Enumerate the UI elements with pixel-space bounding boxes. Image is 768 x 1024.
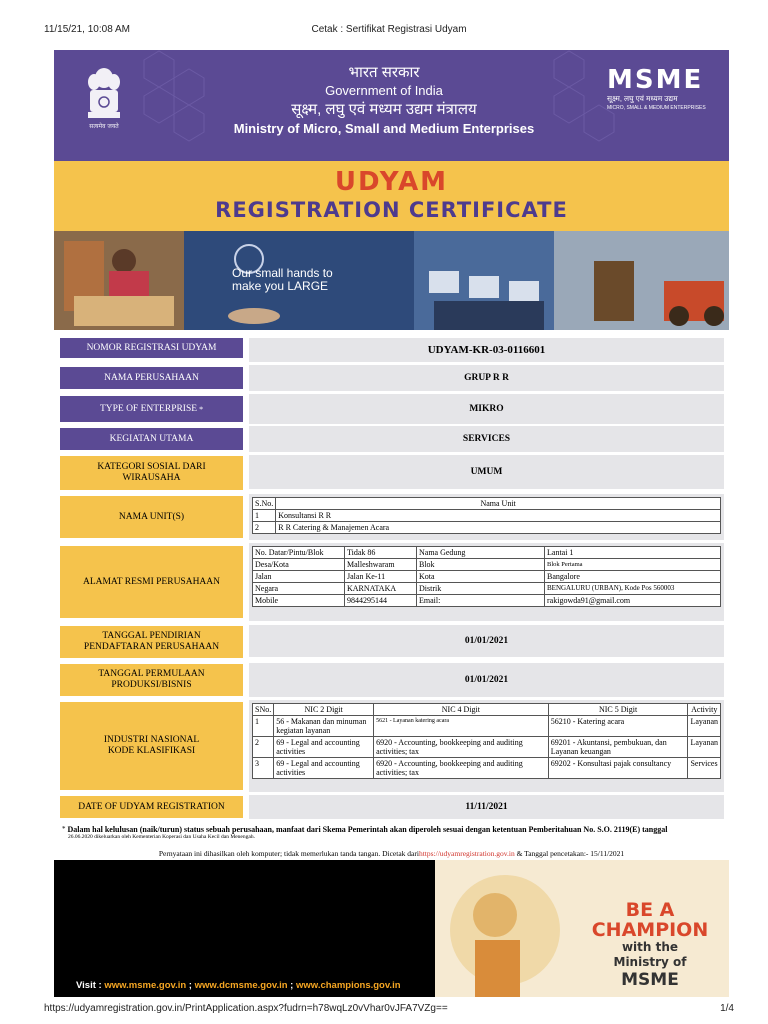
emblem-motto: सत्यमेव जयते xyxy=(89,123,119,130)
footnote-small: 26.06.2020 dikeluarkan oleh Kementerian Koperasi dan Usaha Kecil dan Menengah. xyxy=(68,834,255,840)
unit-names-table-container xyxy=(249,494,724,540)
dcmsme-site-link[interactable]: www.dcmsme.gov.in xyxy=(194,980,288,991)
table-cell: Nama Gedung xyxy=(417,547,545,559)
champion-banner xyxy=(435,860,729,997)
label-production-date-line-1: TANGGAL PERMULAAN xyxy=(98,669,205,679)
table-cell: Layanan xyxy=(688,737,721,758)
footnote xyxy=(62,825,730,841)
label-social-category xyxy=(60,456,243,490)
label-nic-code-line-2: KODE KLASIFIKASI xyxy=(107,746,196,756)
table-header-cell: Nama Unit xyxy=(276,498,721,510)
label-incorporation-date xyxy=(60,626,243,658)
ministry-name: Ministry of Micro, Small and Medium Enterprises xyxy=(233,121,535,136)
value-udyam-registration-date: 11/11/2021 xyxy=(249,795,724,819)
table-cell: Desa/Kota xyxy=(253,559,345,571)
footnote-main xyxy=(62,825,730,834)
government-text xyxy=(214,64,554,138)
msme-logo-word: MSME xyxy=(607,65,704,95)
champion-be-a: BE A xyxy=(625,899,675,921)
label-udyam-registration-date: DATE OF UDYAM REGISTRATION xyxy=(60,796,243,818)
table-header-cell: NIC 2 Digit xyxy=(274,704,374,716)
label-unit-names: NAMA UNIT(S) xyxy=(60,496,243,538)
label-social-category-line-2: WIRAUSAHA xyxy=(122,473,181,483)
table-cell: 56 - Makanan dan minuman kegiatan layanan xyxy=(274,716,374,737)
table-cell: 69201 - Akuntansi, pembukuan, dan Layanan keuangan xyxy=(548,737,688,758)
label-incorporation-date-line-1: TANGGAL PENDIRIAN xyxy=(102,631,201,641)
table-cell: Kota xyxy=(417,571,545,583)
table-cell: 69 - Legal and accounting activities xyxy=(274,737,374,758)
table-cell: Malleshwaram xyxy=(345,559,417,571)
label-nic-code-line-1: INDUSTRI NASIONAL xyxy=(103,735,200,745)
table-cell: rakigowda91@gmail.com xyxy=(545,595,721,607)
tagline xyxy=(232,267,333,293)
table-cell: Konsultansi R R xyxy=(276,510,721,522)
table-row xyxy=(253,595,721,607)
table-row xyxy=(253,758,721,779)
champion-msme: MSME xyxy=(621,970,679,990)
print-header xyxy=(44,24,734,38)
table-cell: KARNATAKA xyxy=(345,583,417,595)
visit-separator: ; xyxy=(186,980,195,991)
table-cell: R R Catering & Manajemen Acara xyxy=(276,522,721,534)
udyam-title: UDYAM xyxy=(334,167,449,197)
champion-text xyxy=(585,900,715,990)
value-incorporation-date: 01/01/2021 xyxy=(249,625,724,657)
address-table xyxy=(252,546,721,607)
table-row xyxy=(253,522,721,534)
table-cell: No. Datar/Pintu/Blok xyxy=(253,547,345,559)
label-incorporation-date-line-2: PENDAFTARAN PERUSAHAAN xyxy=(83,642,220,652)
table-cell: Mobile xyxy=(253,595,345,607)
table-cell: Blok xyxy=(417,559,545,571)
table-header-row xyxy=(253,704,721,716)
table-row xyxy=(253,510,721,522)
label-enterprise-type xyxy=(60,396,243,422)
government-of-india: Government of India xyxy=(325,83,443,98)
value-registration-number: UDYAM-KR-03-0116601 xyxy=(249,338,724,362)
unit-names-table xyxy=(252,497,721,534)
table-row xyxy=(253,571,721,583)
table-row xyxy=(253,716,721,737)
table-cell: 69202 - Konsultasi pajak consultancy xyxy=(548,758,688,779)
label-social-category-line-1: KATEGORI SOSIAL DARI xyxy=(97,462,206,472)
computer-note-suffix: & Tanggal pencetakan:- 15/11/2021 xyxy=(514,849,625,858)
table-cell: Distrik xyxy=(417,583,545,595)
table-cell: 69 - Legal and accounting activities xyxy=(274,758,374,779)
print-url: https://udyamregistration.gov.in/PrintApplication.aspx?fudrn=h78wqLz0vVhar0vJFA7VZg== xyxy=(44,1003,448,1014)
table-cell: 5621 - Layanan katering acara xyxy=(374,716,549,737)
value-production-date: 01/01/2021 xyxy=(249,663,724,697)
msme-site-link[interactable]: www.msme.gov.in xyxy=(104,980,187,991)
champion-word: CHAMPION xyxy=(591,919,709,941)
table-row xyxy=(253,547,721,559)
value-main-activity: SERVICES xyxy=(249,426,724,452)
table-cell: 1 xyxy=(253,510,276,522)
table-cell: Jalan xyxy=(253,571,345,583)
label-production-date-line-2: PRODUKSI/BISNIS xyxy=(111,680,192,690)
registration-certificate-title: REGISTRATION CERTIFICATE xyxy=(215,198,568,222)
table-cell: 2 xyxy=(253,522,276,534)
address-table-container xyxy=(249,543,724,621)
udyam-portal-link[interactable]: https://udyamregistration.gov.in xyxy=(418,849,515,858)
table-cell: Jalan Ke-11 xyxy=(345,571,417,583)
page-number: 1/4 xyxy=(720,1003,734,1014)
tagline-line-2: make you LARGE xyxy=(232,279,329,293)
certificate-title-band xyxy=(54,161,729,231)
table-row xyxy=(253,559,721,571)
table-cell: 6920 - Accounting, bookkeeping and auditing activities; tax xyxy=(374,758,549,779)
label-production-date xyxy=(60,664,243,696)
table-header-cell: NIC 5 Digit xyxy=(548,704,688,716)
table-cell: Tidak 86 xyxy=(345,547,417,559)
visit-links xyxy=(54,975,435,997)
champion-with-the: with the xyxy=(621,940,679,954)
table-cell: BENGALURU (URBAN), Kode Pos 560003 xyxy=(545,583,721,595)
table-cell: 2 xyxy=(253,737,274,758)
table-cell: Blok Pertama xyxy=(545,559,721,571)
table-cell: Services xyxy=(688,758,721,779)
label-registration-number: NOMOR REGISTRASI UDYAM xyxy=(60,338,243,358)
computer-generated-note xyxy=(54,849,729,858)
collage-illustration xyxy=(54,231,729,330)
nic-code-table xyxy=(252,703,721,779)
champions-site-link[interactable]: www.champions.gov.in xyxy=(296,980,401,991)
footnote-text: Dalam hal kelulusan (naik/turun) status sebuah perusahaan, manfaat dari Skema Pemerintah akan diperoleh sesuai dengan ketentuan Pemberitahuan No. S.O. 2119(E) tanggal xyxy=(67,825,668,834)
msme-logo-hindi: सूक्ष्म, लघु एवं मध्यम उद्यम xyxy=(607,94,678,103)
table-cell: 56210 - Katering acara xyxy=(548,716,688,737)
label-main-activity: KEGIATAN UTAMA xyxy=(60,428,243,450)
hindi-ministry: सूक्ष्म, लघु एवं मध्यम उद्यम मंत्रालय xyxy=(291,101,477,118)
visit-separator: ; xyxy=(287,980,296,991)
print-footer xyxy=(44,1003,734,1017)
government-banner xyxy=(54,50,729,161)
table-header-cell: NIC 4 Digit xyxy=(374,704,549,716)
label-company-name: NAMA PERUSAHAAN xyxy=(60,367,243,389)
footnote-star: * xyxy=(62,825,66,833)
table-cell: 9844295144 xyxy=(345,595,417,607)
tagline-line-1: Our small hands to xyxy=(232,266,333,280)
table-row xyxy=(253,583,721,595)
table-header-cell: S.No. xyxy=(253,498,276,510)
photo-collage-banner xyxy=(54,231,729,330)
nic-table-container xyxy=(249,700,724,792)
print-datetime: 11/15/21, 10:08 AM xyxy=(44,24,130,35)
table-cell: 6920 - Accounting, bookkeeping and auditing activities; tax xyxy=(374,737,549,758)
label-official-address: ALAMAT RESMI PERUSAHAAN xyxy=(60,546,243,618)
table-cell: Negara xyxy=(253,583,345,595)
table-header-row xyxy=(253,498,721,510)
value-social-category: UMUM xyxy=(249,455,724,489)
table-header-cell: SNo. xyxy=(253,704,274,716)
ashoka-emblem-icon xyxy=(82,64,126,134)
print-title: Cetak : Sertifikat Registrasi Udyam xyxy=(311,24,467,35)
table-cell: 1 xyxy=(253,716,274,737)
visit-label: Visit : xyxy=(76,980,105,991)
value-company-name: GRUP R R xyxy=(249,365,724,391)
enterprise-type-star: * xyxy=(199,404,204,414)
table-row xyxy=(253,737,721,758)
national-emblem xyxy=(82,64,126,134)
msme-logo-english: MICRO, SMALL & MEDIUM ENTERPRISES xyxy=(607,105,706,111)
champion-ministry-of: Ministry of xyxy=(613,955,687,969)
hindi-government: भारत सरकार xyxy=(348,64,420,81)
label-enterprise-type-text: TYPE OF ENTERPRISE xyxy=(99,403,198,414)
table-header-cell: Activity xyxy=(688,704,721,716)
table-cell: 3 xyxy=(253,758,274,779)
table-cell: Lantai 1 xyxy=(545,547,721,559)
table-cell: Bangalore xyxy=(545,571,721,583)
table-cell: Layanan xyxy=(688,716,721,737)
table-cell: Email: xyxy=(417,595,545,607)
msme-logo xyxy=(607,66,717,112)
value-enterprise-type: MIKRO xyxy=(249,394,724,424)
computer-note-prefix: Pernyataan ini dihasilkan oleh komputer; tidak memerlukan tanda tangan. Dicetak dari xyxy=(158,849,419,858)
label-nic-code xyxy=(60,702,243,790)
